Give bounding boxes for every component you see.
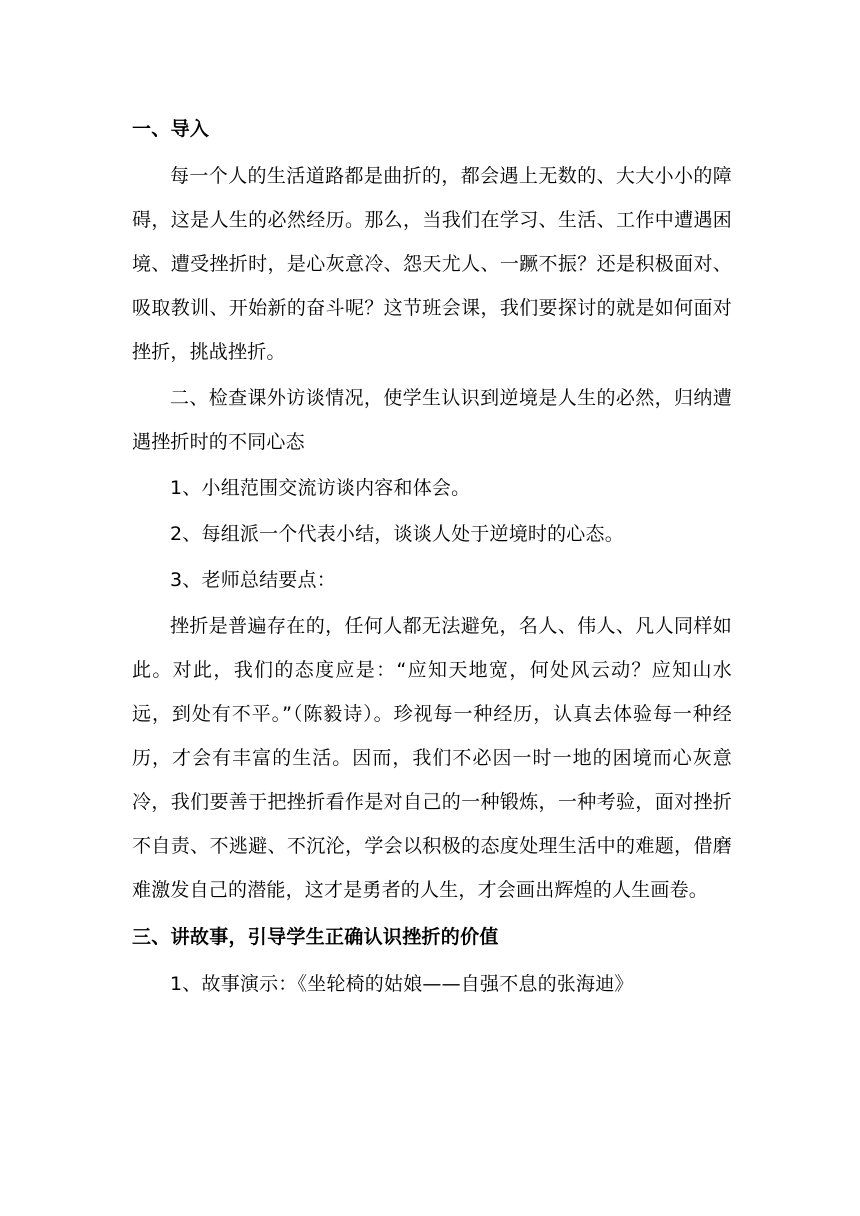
document-body [132, 108, 732, 1006]
section-2-paragraph: 二、检查课外访谈情况，使学生认识到逆境是人生的必然，归纳遭遇挫折时的不同心态 [132, 387, 732, 453]
list-item-3: 3、老师总结要点： [170, 569, 336, 591]
section-heading-intro: 一、导入 [132, 118, 210, 140]
list-item-1: 1、小组范围交流访谈内容和体会。 [170, 477, 471, 499]
intro-paragraph: 每一个人的生活道路都是曲折的，都会遇上无数的、大大小小的障碍，这是人生的必然经历。那么，当我们在学习、生活、工作中遭遇困境、遭受挫折时，是心灰意冷、怨天尤人、一蹶不振？还是积极面对、吸取教训、开始新的奋斗呢？这节班会课，我们要探讨的就是如何面对挫折，挑战挫折。 [132, 165, 732, 363]
list-item-2: 2、每组派一个代表小结，谈谈人处于逆境时的心态。 [170, 523, 624, 545]
story-item-1: 1、故事演示：《坐轮椅的姑娘——自强不息的张海迪》 [170, 973, 634, 995]
section-heading-story: 三、讲故事，引导学生正确认识挫折的价值 [132, 926, 499, 948]
summary-paragraph: 挫折是普遍存在的，任何人都无法避免，名人、伟人、凡人同样如此。对此，我们的态度应是：“应知天地宽，何处风云动？应知山水远，到处有不平。”（陈毅诗）。珍视每一种经历，认真去体验每一种经历，才会有丰富的生活。因而，我们不必因一时一地的困境而心灰意冷，我们要善于把挫折看作是对自己的一种锻炼，一种考验，面对挫折不自责、不逃避、不沉沦，学会以积极的态度处理生活中的难题，借磨难激发自己的潜能，这才是勇者的人生，才会画出辉煌的人生画卷。 [132, 615, 732, 901]
